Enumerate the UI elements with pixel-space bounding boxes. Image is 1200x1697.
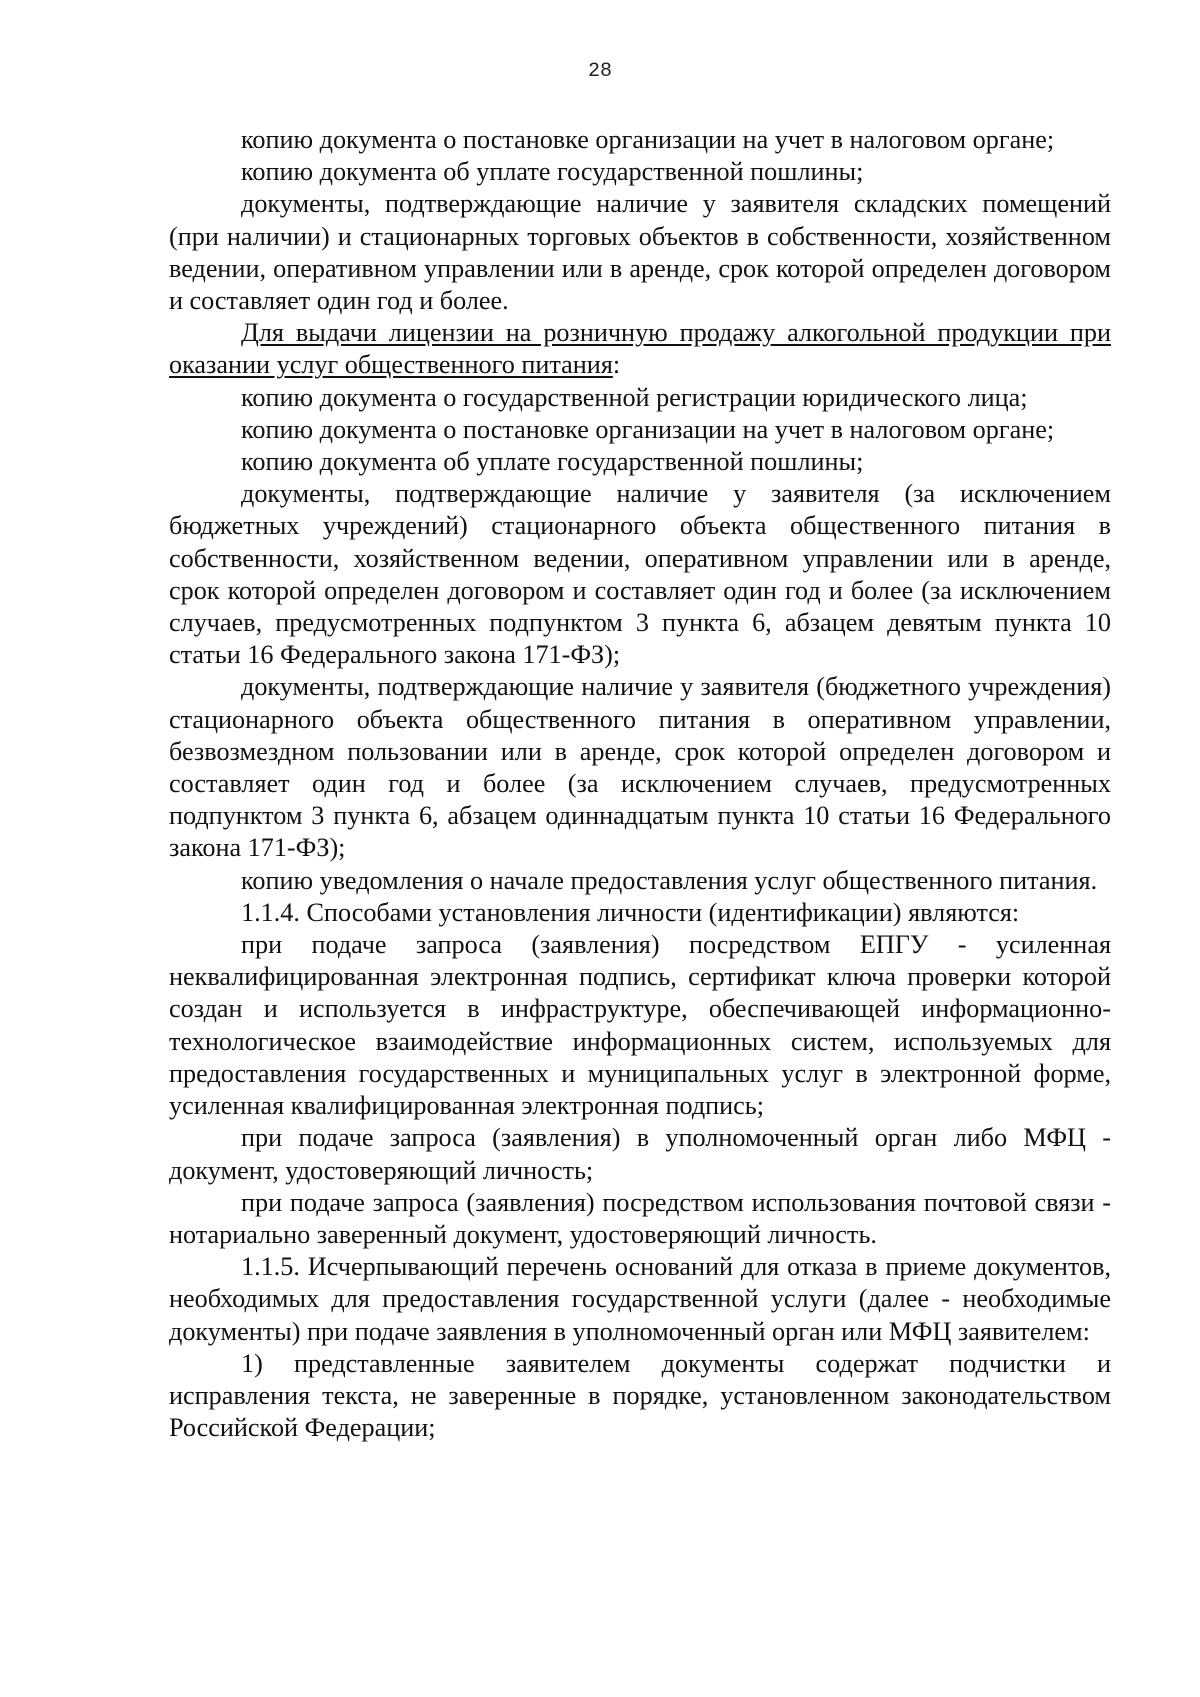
section-heading-colon: : xyxy=(612,350,621,380)
paragraph: при подаче запроса (заявления) посредством использования почтовой связи - нотариально заверенный документ, удостоверяющий личность. xyxy=(169,1187,1111,1249)
paragraph: документы, подтверждающие наличие у заявителя складских помещений (при наличии) и стационарных торговых объектов в собственности, хозяйственном ведении, оперативном управлении или в аренде, срок которой определен договором и составляет один год и более. xyxy=(169,189,1111,316)
section-heading-underlined: Для выдачи лицензии на розничную продажу алкогольной продукции при оказании услуг общественного питания xyxy=(169,318,1111,380)
paragraph: копию документа о постановке организации на учет в налоговом органе; xyxy=(241,125,1055,154)
paragraph: копию документа о государственной регистрации юридического лица; xyxy=(241,382,1028,412)
list-item: 1) представленные заявителем документы содержат подчистки и исправления текста, не заверенные в порядке, установленном законодательством Российской Федерации; xyxy=(169,1348,1111,1443)
document-body xyxy=(169,124,1111,1444)
paragraph: при подаче запроса (заявления) посредством ЕПГУ - усиленная неквалифицированная электронная подпись, сертификат ключа проверки которой создан и используется в инфраструктуре, обеспечивающей информационно-технологическое взаимодействие информационных систем, используемых для предоставления государственных и муниципальных услуг в электронной форме, усиленная квалифицированная электронная подпись; xyxy=(169,930,1111,1121)
paragraph: копию документа о постановке организации на учет в налоговом органе; xyxy=(241,414,1055,444)
section-heading xyxy=(169,317,1111,381)
paragraph: копию документа об уплате государственной пошлины; xyxy=(241,157,864,187)
clause-paragraph: 1.1.5. Исчерпывающий перечень оснований для отказа в приеме документов, необходимых для предоставления государственной услуги (далее - необходимые документы) при подаче заявления в уполномоченный орган или МФЦ заявителем: xyxy=(169,1252,1111,1346)
paragraph: копию уведомления о начале предоставления услуг общественного питания. xyxy=(241,865,1098,895)
paragraph: при подаче запроса (заявления) в уполномоченный орган либо МФЦ - документ, удостоверяющий личность; xyxy=(169,1123,1111,1185)
paragraph: копию документа об уплате государственной пошлины; xyxy=(241,447,864,477)
page-number: 28 xyxy=(587,60,612,83)
paragraph: документы, подтверждающие наличие у заявителя (за исключением бюджетных учреждений) стационарного объекта общественного питания в собственности, хозяйственном ведении, оперативном управлении или в аренде, срок которой определен договором и составляет один год и более (за исключением случаев, предусмотренных подпунктом 3 пункта 6, абзацем девятым пункта 10 статьи 16 Федерального закона 171-ФЗ); xyxy=(169,479,1111,670)
paragraph: документы, подтверждающие наличие у заявителя (бюджетного учреждения) стационарного объекта общественного питания в оперативном управлении, безвозмездном пользовании или в аренде, срок которой определен договором и составляет один год и более (за исключением случаев, предусмотренных подпунктом 3 пункта 6, абзацем одиннадцатым пункта 10 статьи 16 Федерального закона 171-ФЗ); xyxy=(169,672,1111,863)
clause-heading: 1.1.4. Способами установления личности (идентификации) являются: xyxy=(241,897,1020,927)
